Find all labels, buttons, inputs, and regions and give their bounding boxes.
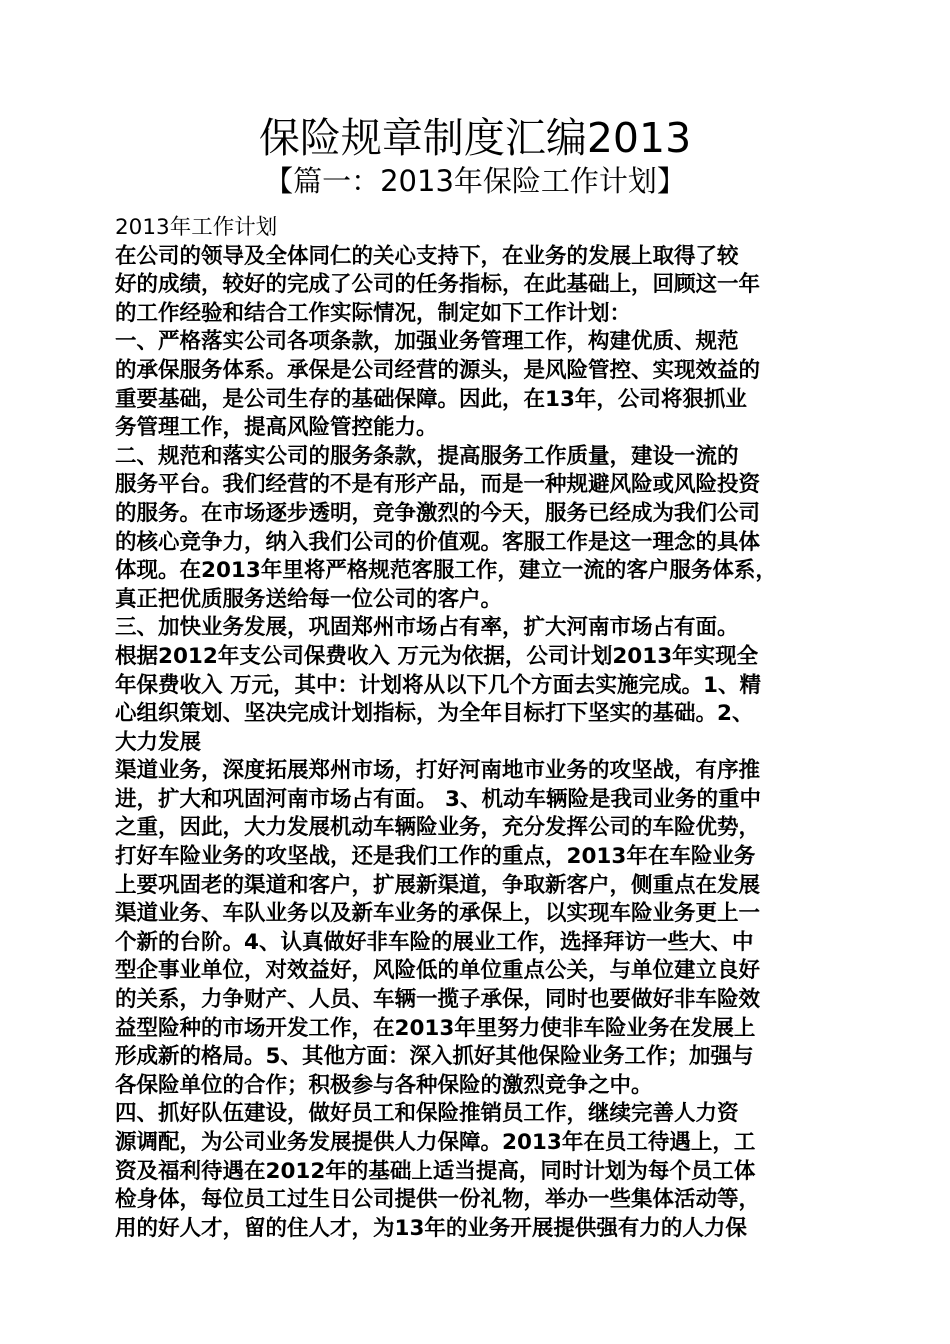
- text-line: 务管理工作，提高风险管控能力。: [115, 415, 438, 441]
- text-line: 渠道业务，深度拓展郑州市场，打好河南地市业务的攻坚战，有序推: [115, 758, 761, 784]
- text-line: 源调配，为公司业务发展提供人力保障。2013年在员工待遇上，工: [115, 1130, 756, 1155]
- section-heading: 2013年工作计划: [115, 215, 278, 240]
- text-line: 大力发展: [115, 729, 202, 755]
- text-line: 形成新的格局。5、其他方面：深入抓好其他保险业务工作；加强与: [115, 1044, 754, 1070]
- text-line: 的工作经验和结合工作实际情况，制定如下工作计划：: [115, 300, 632, 326]
- text-line: 在公司的领导及全体同仁的关心支持下，在业务的发展上取得了较: [115, 243, 739, 269]
- text-line: 检身体，每位员工过生日公司提供一份礼物，举办一些集体活动等，: [115, 1187, 761, 1213]
- text-line: 进，扩大和巩固河南市场占有面。 3、机动车辆险是我司业务的重中: [115, 786, 761, 812]
- text-line: 根据2012年支公司保费收入 万元为依据，公司计划2013年实现全: [115, 643, 759, 669]
- text-line: 的关系，力争财产、人员、车辆一揽子承保，同时也要做好非车险效: [115, 987, 761, 1013]
- document-subtitle: 【篇一：2013年保险工作计划】: [264, 164, 686, 198]
- text-line: 各保险单位的合作；积极参与各种保险的激烈竞争之中。: [115, 1072, 653, 1098]
- text-line: 的服务。在市场逐步透明，竞争激烈的今天，服务已经成为我们公司: [115, 500, 761, 526]
- text-line: 三、加快业务发展，巩固郑州市场占有率，扩大河南市场占有面。: [115, 615, 739, 641]
- document-body: [115, 214, 840, 1243]
- text-line: 真正把优质服务送给每一位公司的客户。: [115, 586, 503, 612]
- text-line: 益型险种的市场开发工作，在2013年里努力使非车险业务在发展上: [115, 1015, 756, 1041]
- text-line: 资及福利待遇在2012年的基础上适当提高，同时计划为每个员工体: [115, 1158, 756, 1184]
- text-line: 心组织策划、坚决完成计划指标，为全年目标打下坚实的基础。2、: [115, 701, 754, 727]
- text-line: 上要巩固老的渠道和客户，扩展新渠道，争取新客户，侧重点在发展: [115, 872, 761, 898]
- text-line: 服务平台。我们经营的不是有形产品，而是一种规避风险或风险投资: [115, 472, 761, 498]
- text-line: 二、规范和落实公司的服务条款，提高服务工作质量，建设一流的: [115, 443, 739, 469]
- text-line: 重要基础，是公司生存的基础保障。因此，在13年，公司将狠抓业: [115, 386, 747, 412]
- text-line: 好的成绩，较好的完成了公司的任务指标，在此基础上，回顾这一年: [115, 272, 761, 298]
- text-line: 之重，因此，大力发展机动车辆险业务，充分发挥公司的车险优势，: [115, 815, 761, 841]
- text-line: 型企事业单位，对效益好，风险低的单位重点公关，与单位建立良好: [115, 958, 761, 984]
- text-line: 年保费收入 万元，其中：计划将从以下几个方面去实施完成。1、精: [115, 672, 761, 698]
- text-line: 的承保服务体系。承保是公司经营的源头，是风险管控、实现效益的: [115, 357, 761, 383]
- text-line: 体现。在2013年里将严格规范客服工作，建立一流的客户服务体系，: [115, 558, 777, 584]
- text-line: 用的好人才，留的住人才，为13年的业务开展提供强有力的人力保: [115, 1215, 747, 1241]
- text-line: 打好车险业务的攻坚战，还是我们工作的重点，2013年在车险业务: [115, 844, 756, 870]
- text-line: 个新的台阶。4、认真做好非车险的展业工作，选择拜访一些大、中: [115, 929, 754, 955]
- text-line: 渠道业务、车队业务以及新车业务的承保上，以实现车险业务更上一: [115, 901, 761, 927]
- text-line: 一、严格落实公司各项条款，加强业务管理工作，构建优质、规范: [115, 329, 739, 355]
- text-line: 的核心竞争力，纳入我们公司的价值观。客服工作是这一理念的具体: [115, 529, 761, 555]
- document-title: 保险规章制度汇编2013: [258, 114, 692, 162]
- text-line: 四、抓好队伍建设，做好员工和保险推销员工作，继续完善人力资: [115, 1101, 739, 1127]
